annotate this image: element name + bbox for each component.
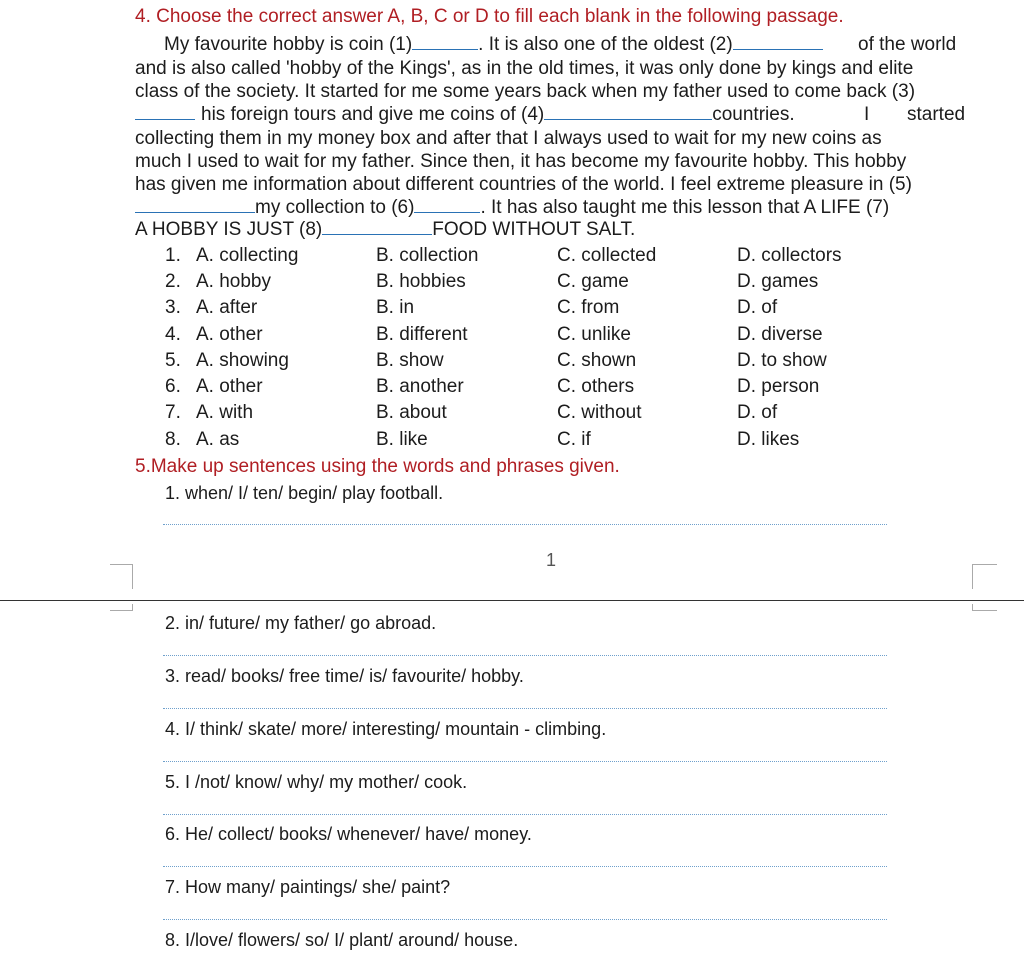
option-d[interactable]: D. games [737,271,819,292]
answer-line[interactable] [163,708,887,709]
passage-line-3: class of the society. It started for me some years back when my father used to come back (3) [135,81,916,102]
option-a[interactable]: A. other [196,324,263,345]
option-c[interactable]: C. game [557,271,629,292]
option-b[interactable]: B. collection [376,245,479,266]
blank-8[interactable] [322,220,432,235]
answer-line[interactable] [163,866,887,867]
passage-line-9: A HOBBY IS JUST (8) FOOD WITHOUT SALT. [135,219,636,240]
option-d[interactable]: D. of [737,297,778,318]
answer-line[interactable] [163,655,887,656]
page-corner-mark-left-lower [110,604,133,611]
option-a[interactable]: A. with [196,402,254,423]
page-break-line [0,600,1024,601]
page-corner-mark-right [972,564,997,589]
option-a[interactable]: A. showing [196,350,289,371]
blank-3[interactable] [135,105,195,120]
option-a[interactable]: A. after [196,297,258,318]
option-a[interactable]: A. hobby [196,271,271,292]
option-c[interactable]: C. from [557,297,620,318]
passage-line-8: my collection to (6) . It has also taught me this lesson that A LIFE (7) [135,196,889,219]
option-c[interactable]: C. collected [557,245,657,266]
option-c[interactable]: C. unlike [557,324,631,345]
sentence-prompt: 2. in/ future/ my father/ go abroad. [165,613,437,633]
blank-2[interactable] [733,35,823,50]
option-b[interactable]: B. like [376,429,428,450]
passage-line-6: much I used to wait for my father. Since then, it has become my favourite hobby. This hobby [135,151,907,172]
blank-1[interactable] [412,35,478,50]
passage-line-1: My favourite hobby is coin (1) . It is also one of the oldest (2) [164,33,823,56]
passage-line-1-end: of the world [858,34,957,55]
option-d[interactable]: D. diverse [737,324,823,345]
sentence-prompt: 7. How many/ paintings/ she/ paint? [165,877,451,897]
option-row-num: 4. [165,324,181,345]
option-row-num: 3. [165,297,181,318]
exercise-4-heading: 4. Choose the correct answer A, B, C or D to fill each blank in the following passage. [135,6,844,27]
option-d[interactable]: D. of [737,402,778,423]
option-row-num: 1. [165,245,181,266]
answer-line[interactable] [163,761,887,762]
blank-6[interactable] [414,198,480,213]
answer-line[interactable] [163,524,887,525]
option-d[interactable]: D. collectors [737,245,842,266]
page-corner-mark-right-lower [972,604,997,611]
option-row-num: 2. [165,271,181,292]
sentence-prompt: 1. when/ I/ ten/ begin/ play football. [165,483,444,503]
sentence-prompt: 3. read/ books/ free time/ is/ favourite/ hobby. [165,666,524,686]
option-row-num: 7. [165,402,181,423]
blank-5[interactable] [135,198,255,213]
option-b[interactable]: B. different [376,324,468,345]
option-a[interactable]: A. as [196,429,240,450]
option-d[interactable]: D. person [737,376,820,397]
option-b[interactable]: B. another [376,376,464,397]
passage-line-2: and is also called 'hobby of the Kings', as in the old times, it was only done by kings and elite [135,58,914,79]
option-c[interactable]: C. without [557,402,642,423]
passage-line-4-i: I [864,104,870,125]
option-row-num: 5. [165,350,181,371]
option-b[interactable]: B. in [376,297,415,318]
option-row-num: 8. [165,429,181,450]
sentence-prompt: 5. I /not/ know/ why/ my mother/ cook. [165,772,468,792]
answer-line[interactable] [163,814,887,815]
option-d[interactable]: D. likes [737,429,800,450]
blank-4[interactable] [544,105,712,120]
option-c[interactable]: C. if [557,429,591,450]
option-row-num: 6. [165,376,181,397]
option-b[interactable]: B. hobbies [376,271,466,292]
sentence-prompt: 6. He/ collect/ books/ whenever/ have/ money. [165,824,532,844]
passage-line-4: his foreign tours and give me coins of (4) countries. [135,103,795,126]
sentence-prompt: 4. I/ think/ skate/ more/ interesting/ mountain - climbing. [165,719,607,739]
passage-line-5: collecting them in my money box and after that I always used to wait for my new coins as [135,128,882,149]
exercise-5-heading: 5.Make up sentences using the words and phrases given. [135,456,620,477]
option-b[interactable]: B. about [376,402,447,423]
page-number: 1 [546,550,557,570]
option-c[interactable]: C. others [557,376,635,397]
option-b[interactable]: B. show [376,350,444,371]
option-a[interactable]: A. other [196,376,263,397]
option-c[interactable]: C. shown [557,350,637,371]
option-a[interactable]: A. collecting [196,245,299,266]
option-d[interactable]: D. to show [737,350,827,371]
sentence-prompt: 8. I/love/ flowers/ so/ I/ plant/ around/ house. [165,930,519,950]
answer-line[interactable] [163,919,887,920]
passage-line-7: has given me information about different countries of the world. I feel extreme pleasure in (5) [135,174,912,195]
page-corner-mark-left [110,564,133,589]
passage-line-4-end: started [907,104,966,125]
